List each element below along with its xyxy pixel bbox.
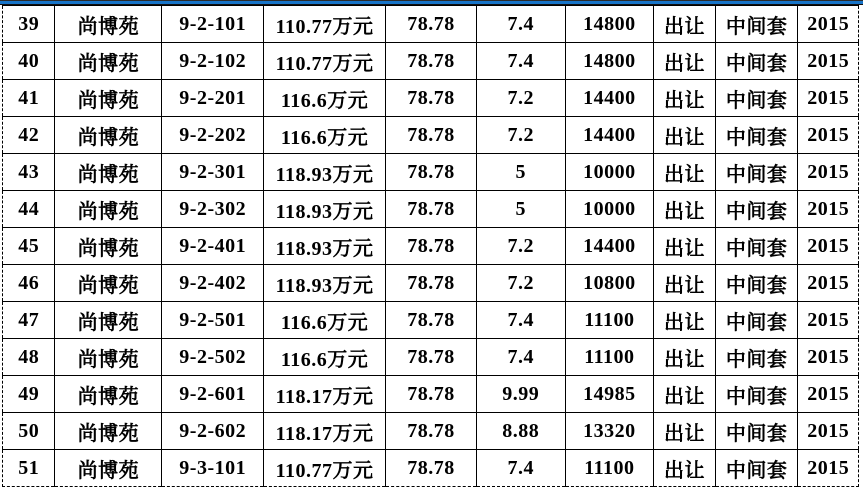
cell-total-price: 110.77万元 bbox=[264, 43, 386, 80]
cell-area: 78.78 bbox=[386, 302, 477, 339]
cell-price-col6: 7.2 bbox=[476, 117, 565, 154]
cell-unit-number: 9-3-101 bbox=[162, 450, 264, 487]
cell-community-name: 尚博苑 bbox=[55, 43, 162, 80]
table-row bbox=[3, 191, 859, 228]
cell-row-number: 46 bbox=[3, 265, 55, 302]
table-row bbox=[3, 117, 859, 154]
cell-area: 78.78 bbox=[386, 117, 477, 154]
cell-year: 2015 bbox=[798, 191, 859, 228]
cell-unit-price: 11100 bbox=[565, 450, 654, 487]
table-row bbox=[3, 228, 859, 265]
cell-area: 78.78 bbox=[386, 228, 477, 265]
cell-total-price: 118.93万元 bbox=[264, 191, 386, 228]
cell-unit-price: 10000 bbox=[565, 191, 654, 228]
cell-unit-position: 中间套 bbox=[715, 6, 798, 43]
cell-unit-position: 中间套 bbox=[715, 117, 798, 154]
table-row bbox=[3, 43, 859, 80]
cell-year: 2015 bbox=[798, 228, 859, 265]
cell-row-number: 45 bbox=[3, 228, 55, 265]
cell-year: 2015 bbox=[798, 302, 859, 339]
cell-unit-price: 14400 bbox=[565, 80, 654, 117]
cell-unit-number: 9-2-101 bbox=[162, 6, 264, 43]
table-row bbox=[3, 80, 859, 117]
table-row bbox=[3, 265, 859, 302]
cell-community-name: 尚博苑 bbox=[55, 413, 162, 450]
table-row bbox=[3, 339, 859, 376]
cell-unit-price: 14985 bbox=[565, 376, 654, 413]
cell-community-name: 尚博苑 bbox=[55, 302, 162, 339]
cell-transfer-type: 出让 bbox=[654, 117, 716, 154]
cell-unit-number: 9-2-302 bbox=[162, 191, 264, 228]
cell-transfer-type: 出让 bbox=[654, 450, 716, 487]
cell-row-number: 44 bbox=[3, 191, 55, 228]
cell-transfer-type: 出让 bbox=[654, 6, 716, 43]
cell-price-col6: 7.4 bbox=[476, 450, 565, 487]
table-row bbox=[3, 154, 859, 191]
table-row bbox=[3, 302, 859, 339]
cell-transfer-type: 出让 bbox=[654, 228, 716, 265]
cell-unit-number: 9-2-501 bbox=[162, 302, 264, 339]
cell-unit-price: 14800 bbox=[565, 43, 654, 80]
cell-total-price: 110.77万元 bbox=[264, 450, 386, 487]
cell-price-col6: 5 bbox=[476, 154, 565, 191]
cell-transfer-type: 出让 bbox=[654, 154, 716, 191]
cell-unit-price: 10800 bbox=[565, 265, 654, 302]
cell-unit-position: 中间套 bbox=[715, 228, 798, 265]
cell-community-name: 尚博苑 bbox=[55, 265, 162, 302]
cell-total-price: 116.6万元 bbox=[264, 339, 386, 376]
cell-year: 2015 bbox=[798, 376, 859, 413]
cell-total-price: 118.17万元 bbox=[264, 413, 386, 450]
cell-unit-price: 14400 bbox=[565, 117, 654, 154]
cell-unit-position: 中间套 bbox=[715, 154, 798, 191]
cell-transfer-type: 出让 bbox=[654, 80, 716, 117]
table-row bbox=[3, 450, 859, 487]
table-body bbox=[3, 6, 859, 487]
table-row bbox=[3, 413, 859, 450]
cell-total-price: 118.17万元 bbox=[264, 376, 386, 413]
cell-row-number: 39 bbox=[3, 6, 55, 43]
cell-community-name: 尚博苑 bbox=[55, 191, 162, 228]
cell-unit-number: 9-2-401 bbox=[162, 228, 264, 265]
cell-year: 2015 bbox=[798, 265, 859, 302]
cell-row-number: 43 bbox=[3, 154, 55, 191]
cell-unit-price: 14400 bbox=[565, 228, 654, 265]
cell-unit-position: 中间套 bbox=[715, 376, 798, 413]
cell-total-price: 110.77万元 bbox=[264, 6, 386, 43]
cell-unit-position: 中间套 bbox=[715, 450, 798, 487]
cell-price-col6: 8.88 bbox=[476, 413, 565, 450]
cell-area: 78.78 bbox=[386, 80, 477, 117]
cell-unit-price: 11100 bbox=[565, 339, 654, 376]
cell-transfer-type: 出让 bbox=[654, 43, 716, 80]
cell-unit-price: 13320 bbox=[565, 413, 654, 450]
cell-unit-position: 中间套 bbox=[715, 43, 798, 80]
cell-year: 2015 bbox=[798, 450, 859, 487]
cell-unit-number: 9-2-602 bbox=[162, 413, 264, 450]
cell-row-number: 50 bbox=[3, 413, 55, 450]
cell-total-price: 118.93万元 bbox=[264, 265, 386, 302]
cell-unit-position: 中间套 bbox=[715, 265, 798, 302]
cell-unit-position: 中间套 bbox=[715, 191, 798, 228]
cell-area: 78.78 bbox=[386, 376, 477, 413]
cell-row-number: 49 bbox=[3, 376, 55, 413]
cell-unit-number: 9-2-502 bbox=[162, 339, 264, 376]
cell-year: 2015 bbox=[798, 154, 859, 191]
cell-unit-position: 中间套 bbox=[715, 339, 798, 376]
table-row bbox=[3, 6, 859, 43]
cell-unit-number: 9-2-601 bbox=[162, 376, 264, 413]
cell-year: 2015 bbox=[798, 117, 859, 154]
data-table bbox=[2, 5, 859, 487]
cell-year: 2015 bbox=[798, 43, 859, 80]
cell-year: 2015 bbox=[798, 413, 859, 450]
cell-area: 78.78 bbox=[386, 154, 477, 191]
cell-transfer-type: 出让 bbox=[654, 265, 716, 302]
cell-row-number: 40 bbox=[3, 43, 55, 80]
cell-unit-number: 9-2-102 bbox=[162, 43, 264, 80]
cell-total-price: 116.6万元 bbox=[264, 302, 386, 339]
cell-row-number: 48 bbox=[3, 339, 55, 376]
cell-price-col6: 7.2 bbox=[476, 265, 565, 302]
cell-transfer-type: 出让 bbox=[654, 339, 716, 376]
cell-year: 2015 bbox=[798, 339, 859, 376]
cell-unit-number: 9-2-301 bbox=[162, 154, 264, 191]
cell-unit-number: 9-2-402 bbox=[162, 265, 264, 302]
cell-row-number: 47 bbox=[3, 302, 55, 339]
cell-unit-price: 11100 bbox=[565, 302, 654, 339]
cell-transfer-type: 出让 bbox=[654, 376, 716, 413]
cell-total-price: 118.93万元 bbox=[264, 228, 386, 265]
cell-year: 2015 bbox=[798, 6, 859, 43]
cell-price-col6: 7.2 bbox=[476, 228, 565, 265]
cell-community-name: 尚博苑 bbox=[55, 117, 162, 154]
cell-area: 78.78 bbox=[386, 191, 477, 228]
cell-transfer-type: 出让 bbox=[654, 302, 716, 339]
cell-area: 78.78 bbox=[386, 265, 477, 302]
cell-community-name: 尚博苑 bbox=[55, 339, 162, 376]
cell-price-col6: 7.4 bbox=[476, 43, 565, 80]
cell-community-name: 尚博苑 bbox=[55, 154, 162, 191]
cell-price-col6: 5 bbox=[476, 191, 565, 228]
table-row bbox=[3, 376, 859, 413]
cell-area: 78.78 bbox=[386, 339, 477, 376]
cell-total-price: 118.93万元 bbox=[264, 154, 386, 191]
cell-unit-number: 9-2-202 bbox=[162, 117, 264, 154]
cell-area: 78.78 bbox=[386, 450, 477, 487]
cell-row-number: 42 bbox=[3, 117, 55, 154]
cell-unit-price: 10000 bbox=[565, 154, 654, 191]
cell-price-col6: 7.2 bbox=[476, 80, 565, 117]
cell-row-number: 51 bbox=[3, 450, 55, 487]
cell-year: 2015 bbox=[798, 80, 859, 117]
cell-community-name: 尚博苑 bbox=[55, 228, 162, 265]
cell-price-col6: 7.4 bbox=[476, 6, 565, 43]
cell-unit-number: 9-2-201 bbox=[162, 80, 264, 117]
cell-unit-price: 14800 bbox=[565, 6, 654, 43]
cell-community-name: 尚博苑 bbox=[55, 80, 162, 117]
cell-unit-position: 中间套 bbox=[715, 302, 798, 339]
cell-unit-position: 中间套 bbox=[715, 413, 798, 450]
cell-total-price: 116.6万元 bbox=[264, 117, 386, 154]
cell-price-col6: 7.4 bbox=[476, 302, 565, 339]
cell-price-col6: 9.99 bbox=[476, 376, 565, 413]
cell-transfer-type: 出让 bbox=[654, 191, 716, 228]
cell-unit-position: 中间套 bbox=[715, 80, 798, 117]
cell-area: 78.78 bbox=[386, 6, 477, 43]
cell-community-name: 尚博苑 bbox=[55, 376, 162, 413]
cell-row-number: 41 bbox=[3, 80, 55, 117]
cell-transfer-type: 出让 bbox=[654, 413, 716, 450]
cell-community-name: 尚博苑 bbox=[55, 450, 162, 487]
cell-community-name: 尚博苑 bbox=[55, 6, 162, 43]
cell-price-col6: 7.4 bbox=[476, 339, 565, 376]
cell-area: 78.78 bbox=[386, 43, 477, 80]
cell-area: 78.78 bbox=[386, 413, 477, 450]
cell-total-price: 116.6万元 bbox=[264, 80, 386, 117]
